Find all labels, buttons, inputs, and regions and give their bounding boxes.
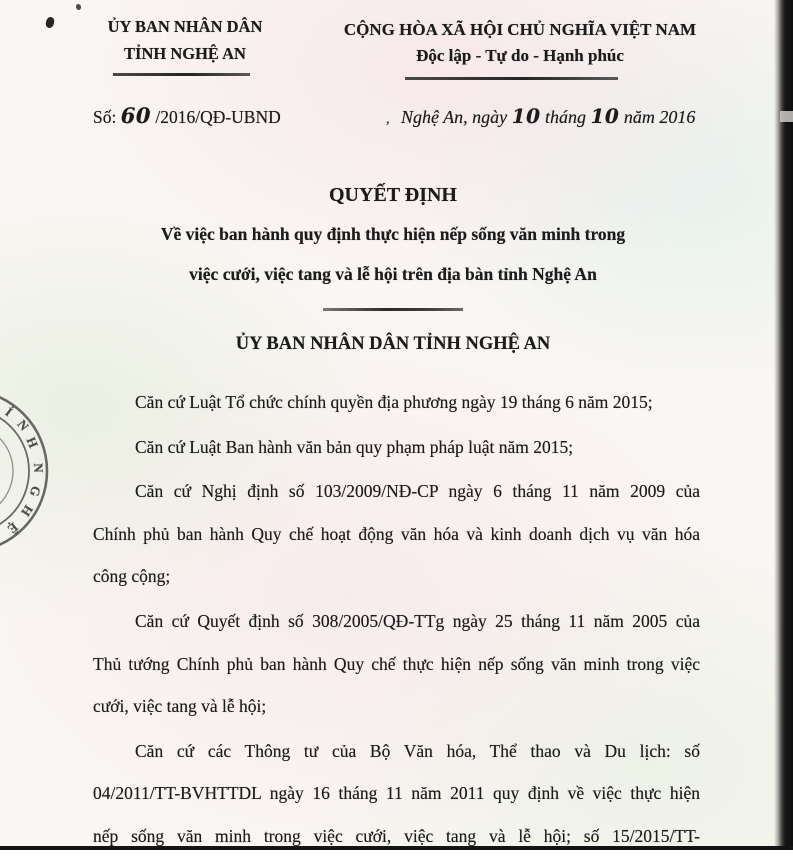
stamp-letter: Ỉ — [2, 404, 16, 420]
stamp-letter: H — [23, 434, 42, 450]
scan-bottom-edge — [0, 846, 793, 850]
body-line-p4l1: Căn cứ Quyết định số 308/2005/QĐ-TTg ngày 25 tháng 11 năm 2005 của — [135, 610, 700, 631]
scan-speck — [75, 3, 82, 10]
date-prefix: Nghệ An, ngày — [401, 107, 508, 127]
month-handwritten: 10 — [590, 104, 620, 128]
national-title: CỘNG HÒA XÃ HỘI CHỦ NGHĨA VIỆT NAM — [343, 20, 697, 39]
issuing-authority-province: TỈNH NGHỆ AN — [124, 44, 246, 63]
place-date-line — [386, 102, 695, 134]
national-motto: Độc lập - Tự do - Hạnh phúc — [416, 46, 624, 65]
recital-paragraph — [93, 470, 700, 598]
stamp-letter: H — [18, 502, 37, 520]
stamp-letter: N — [14, 416, 32, 434]
document-number-line — [93, 102, 281, 131]
stamp-letter: N — [30, 462, 47, 473]
stamp-letter: G — [26, 484, 45, 499]
motto-underline — [405, 77, 618, 80]
date-between: tháng — [545, 107, 587, 127]
body-line-p2l1: Căn cứ Luật Ban hành văn bản quy phạm pháp luật năm 2015; — [135, 436, 574, 457]
scan-speck — [45, 16, 55, 29]
body-line-p1l1: Căn cứ Luật Tổ chức chính quyền địa phương ngày 19 tháng 6 năm 2015; — [135, 392, 653, 412]
recital-paragraph — [93, 426, 700, 469]
scan-comma-artifact: , — [386, 112, 390, 127]
date-suffix: năm 2016 — [623, 107, 696, 127]
body-line-p3l3: công cộng; — [93, 566, 171, 587]
body-line-p3l2: Chính phủ ban hành Quy chế hoạt động văn hóa và kinh doanh dịch vụ văn hóa — [93, 523, 700, 544]
authority-underline — [113, 73, 250, 76]
document-number-handwritten: 60 — [120, 103, 151, 128]
body-line-p5l3: nếp sống văn minh trong việc cưới, việc tang và lễ hội; số 15/2015/TT- — [93, 825, 700, 846]
recital-paragraph — [93, 730, 700, 858]
document-number-label: Số: — [93, 107, 117, 127]
stamp-core-circle — [0, 424, 13, 518]
scan-edge-notch — [780, 111, 793, 122]
day-handwritten: 10 — [511, 104, 541, 128]
body-line-p4l2: Thủ tướng Chính phủ ban hành Quy chế thực hiện nếp sống văn minh trong việc — [93, 653, 700, 674]
body-line-p5l2: 04/2011/TT-BVHTTDL ngày 16 tháng 11 năm 2011 quy định về việc thực hiện — [93, 783, 700, 804]
scan-right-edge — [774, 0, 793, 850]
recital-paragraph — [93, 600, 700, 728]
issuing-authority-name: ỦY BAN NHÂN DÂN — [107, 17, 263, 36]
decision-heading: QUYẾT ĐỊNH — [329, 184, 457, 206]
decision-subject-line2: việc cưới, việc tang và lễ hội trên địa bàn tỉnh Nghệ An — [189, 264, 597, 284]
body-line-p5l1: Căn cứ các Thông tư của Bộ Văn hóa, Thể thao và Du lịch: số — [135, 740, 700, 761]
issuer-heading: ỦY BAN NHÂN DÂN TỈNH NGHỆ AN — [235, 334, 551, 354]
recital-paragraph — [93, 381, 700, 424]
issuing-authority-block — [95, 13, 275, 67]
stamp-letter: Ệ — [4, 519, 22, 537]
body-line-p3l1: Căn cứ Nghị định số 103/2009/NĐ-CP ngày 6 tháng 11 năm 2009 của — [135, 481, 700, 502]
decision-subject-line1: Về việc ban hành quy định thực hiện nếp sống văn minh trong — [160, 224, 626, 244]
document-body — [93, 381, 700, 860]
national-header-block — [325, 17, 715, 69]
body-line-p4l3: cưới, việc tang và lễ hội; — [93, 696, 267, 717]
title-divider — [323, 308, 463, 311]
official-stamp — [0, 383, 52, 563]
document-number-suffix: /2016/QĐ-UBND — [155, 107, 281, 127]
